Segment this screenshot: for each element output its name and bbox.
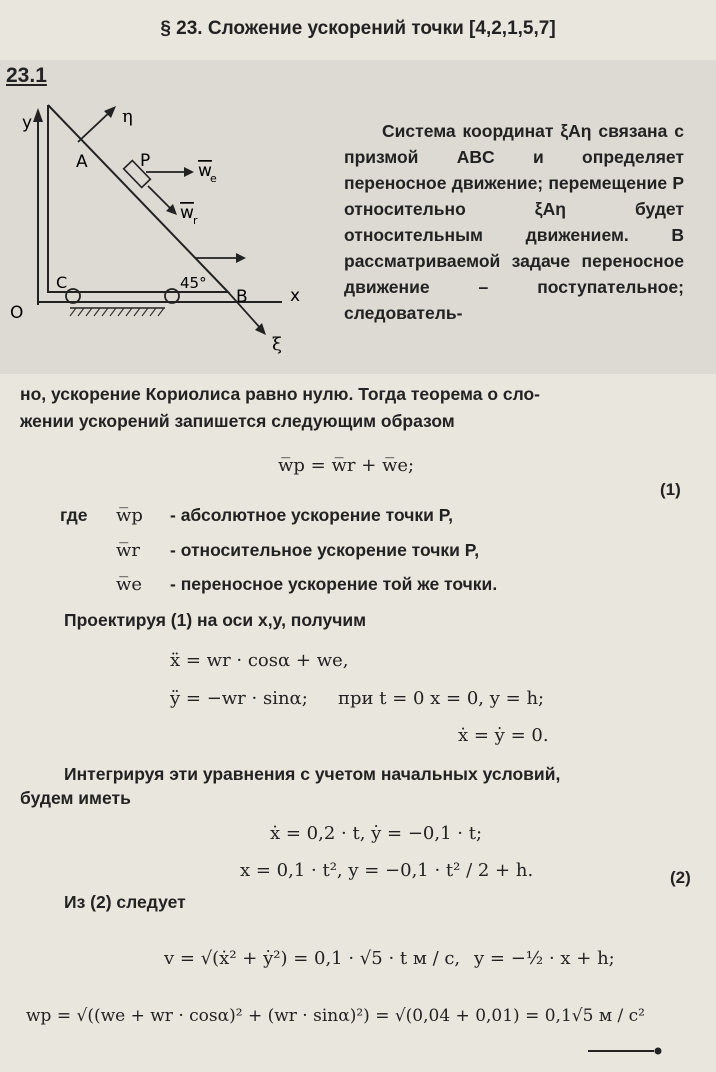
eta-label: η xyxy=(122,106,133,127)
side-paragraph-text: Система координат ξAη связана с призмой ABC и определяет переносное движение; перемещение P относительно ξAη будет относительным движением. В рассматриваемой задаче переносное движение – поступательное; следователь- xyxy=(344,121,684,323)
label-wr: w xyxy=(180,203,194,223)
where-3-symbol: w̅e xyxy=(116,574,143,595)
cont-line-1: но, ускорение Кориолиса равно нулю. Тогда теорема о сло- xyxy=(20,384,541,404)
cont-line-2: жении ускорений запишется следующим образом xyxy=(20,411,455,431)
initial-velocities: ẋ = ẏ = 0. xyxy=(458,725,549,746)
ground-hatch xyxy=(70,308,164,316)
where-3-text: - переносное ускорение той же точки. xyxy=(170,574,498,594)
label-b: B xyxy=(236,287,248,307)
integrating-line-2: будем иметь xyxy=(20,788,131,808)
wr-vector xyxy=(148,186,172,210)
x-axis-label: x xyxy=(290,286,301,306)
end-mark xyxy=(588,1044,668,1058)
equation-1: w̅p = w̅r + w̅e; xyxy=(278,455,415,476)
prism-diagram xyxy=(0,90,330,370)
y-axis-label: y xyxy=(22,113,33,133)
origin-label: O xyxy=(10,303,24,323)
where-2-symbol: w̅r xyxy=(116,540,141,561)
initial-conditions: при t = 0 x = 0, y = h; xyxy=(338,688,545,709)
section-header: § 23. Сложение ускорений точки [4,2,1,5,7] xyxy=(160,18,556,39)
equation-2b: x = 0,1 · t², y = −0,1 · t² / 2 + h. xyxy=(240,860,534,881)
equation-x: ẍ = wr · cosα + we, xyxy=(170,650,349,671)
y-axis-arrow-icon xyxy=(33,108,43,122)
prism-motion-arrow-icon xyxy=(236,253,246,263)
end-dot-icon xyxy=(655,1048,662,1055)
we-arrow-icon xyxy=(184,167,194,177)
where-label: где xyxy=(60,505,88,525)
prism-abc xyxy=(48,105,228,292)
equation-trajectory: y = −½ · x + h; xyxy=(474,948,615,969)
label-wr-sub: r xyxy=(193,214,198,227)
side-paragraph xyxy=(344,118,684,326)
equation-y: ÿ = −wr · sinα; xyxy=(170,688,308,709)
label-p: P xyxy=(140,151,151,171)
label-c: C xyxy=(56,273,68,292)
equation-2a: ẋ = 0,2 · t, ẏ = −0,1 · t; xyxy=(270,823,483,844)
projecting-line: Проектируя (1) на оси x,y, получим xyxy=(64,610,367,630)
angle-label: 45° xyxy=(180,274,207,292)
equation-1-number: (1) xyxy=(660,480,681,499)
integrating-line-1: Интегрируя эти уравнения с учетом начальных условий, xyxy=(64,764,561,784)
label-we-sub: e xyxy=(210,172,217,185)
label-we: w xyxy=(198,161,212,181)
eta-axis xyxy=(78,110,112,142)
where-1-symbol: w̅p xyxy=(116,505,143,526)
equation-wp: wp = √((we + wr · cosα)² + (wr · sinα)²) = √(0,04 + 0,01) = 0,1√5 м / с² xyxy=(26,1006,645,1026)
equation-2-number: (2) xyxy=(670,868,691,887)
equation-velocity: v = √(ẋ² + ẏ²) = 0,1 · √5 · t м / с, xyxy=(164,948,461,969)
label-a: A xyxy=(76,152,88,172)
problem-number: 23.1 xyxy=(6,64,47,87)
where-2-text: - относительное ускорение точки P, xyxy=(170,540,480,560)
where-1-text: - абсолютное ускорение точки P, xyxy=(170,505,454,525)
xi-label: ξ xyxy=(272,334,282,355)
from-2-line: Из (2) следует xyxy=(64,892,186,912)
